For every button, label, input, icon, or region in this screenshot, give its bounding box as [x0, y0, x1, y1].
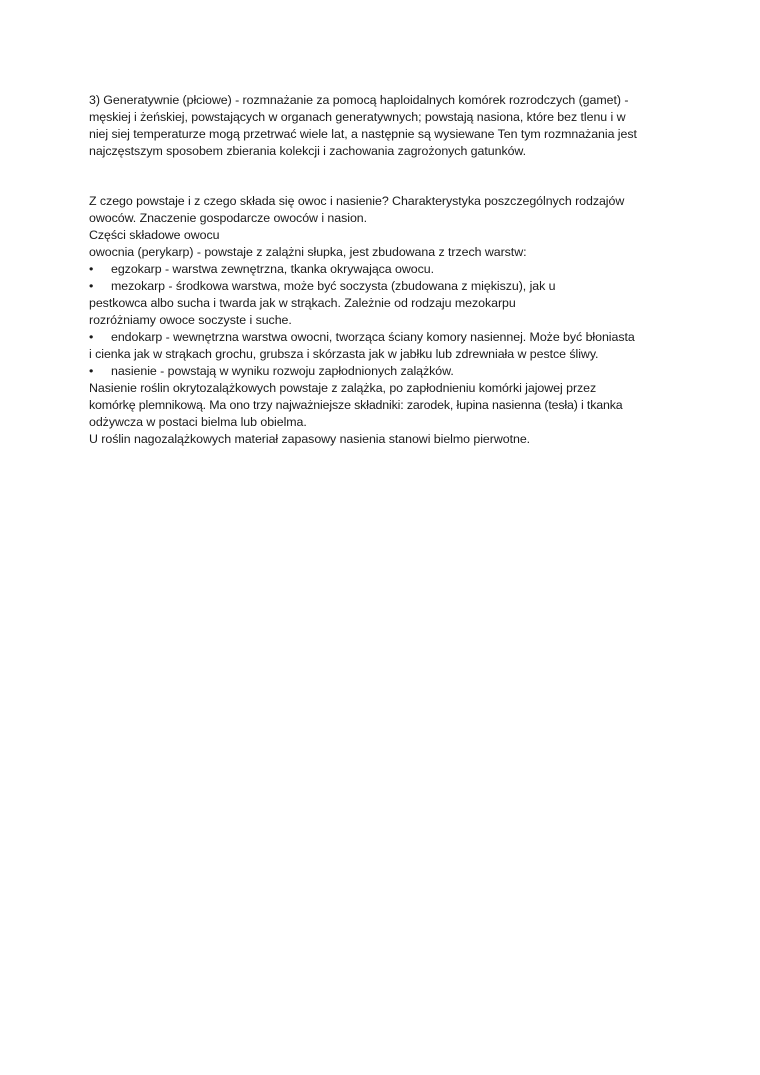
- text-line: niej siej temperaturze mogą przetrwać wiele lat, a następnie są wysiewane Ten tym rozmnażania jest: [89, 127, 637, 141]
- bullet-icon: •: [89, 330, 94, 344]
- paragraph-generative-reproduction: [89, 92, 679, 160]
- text-line: rozróżniamy owoce soczyste i suche.: [89, 313, 292, 327]
- question-line: Z czego powstaje i z czego składa się owoc i nasienie? Charakterystyka poszczególnych rodzajów: [89, 194, 625, 208]
- bullet-text: mezokarp - środkowa warstwa, może być soczysta (zbudowana z miękiszu), jak u: [111, 279, 556, 293]
- question-line: owoców. Znaczenie gospodarcze owoców i nasion.: [89, 211, 368, 225]
- bullet-icon: •: [89, 262, 94, 276]
- text-line: U roślin nagozalążkowych materiał zapasowy nasienia stanowi bielmo pierwotne.: [89, 432, 531, 446]
- bullet-text: egzokarp - warstwa zewnętrzna, tkanka okrywająca owocu.: [111, 262, 434, 276]
- text-line: męskiej i żeńskiej, powstających w organach generatywnych; powstają nasiona, które bez tlenu i w: [89, 110, 626, 124]
- bullet-egzokarp: [89, 261, 679, 278]
- text-line: Nasienie roślin okrytozalążkowych powstaje z zalążka, po zapłodnieniu komórki jajowej przez: [89, 381, 597, 395]
- paragraph-fruit-and-seed: [89, 193, 679, 448]
- text-line: najczęstszym sposobem zbierania kolekcji i zachowania zagrożonych gatunków.: [89, 144, 527, 158]
- bullet-icon: •: [89, 279, 94, 293]
- text-line: i cienka jak w strąkach grochu, grubsza i skórzasta jak w jabłku lub zdrewniała w pestce śliwy.: [89, 347, 599, 361]
- bullet-nasienie: [89, 363, 679, 380]
- text-line: 3) Generatywnie (płciowe) - rozmnażanie za pomocą haploidalnych komórek rozrodczych (gamet) -: [89, 93, 629, 107]
- pericarp-line: owocnia (perykarp) - powstaje z zalążni słupka, jest zbudowana z trzech warstw:: [89, 245, 527, 259]
- bullet-icon: •: [89, 364, 94, 378]
- bullet-mezokarp: [89, 278, 679, 295]
- bullet-text: nasienie - powstają w wyniku rozwoju zapłodnionych zalążków.: [111, 364, 454, 378]
- text-line: pestkowca albo sucha i twarda jak w strąkach. Zależnie od rodzaju mezokarpu: [89, 296, 516, 310]
- text-line: komórkę plemnikową. Ma ono trzy najważniejsze składniki: zarodek, łupina nasienna (tesła) i tkanka: [89, 398, 623, 412]
- bullet-endokarp: [89, 329, 679, 346]
- bullet-text: endokarp - wewnętrzna warstwa owocni, tworząca ściany komory nasiennej. Może być błoniasta: [111, 330, 635, 344]
- text-line: odżywcza w postaci bielma lub obielma.: [89, 415, 307, 429]
- parts-heading: Części składowe owocu: [89, 228, 220, 242]
